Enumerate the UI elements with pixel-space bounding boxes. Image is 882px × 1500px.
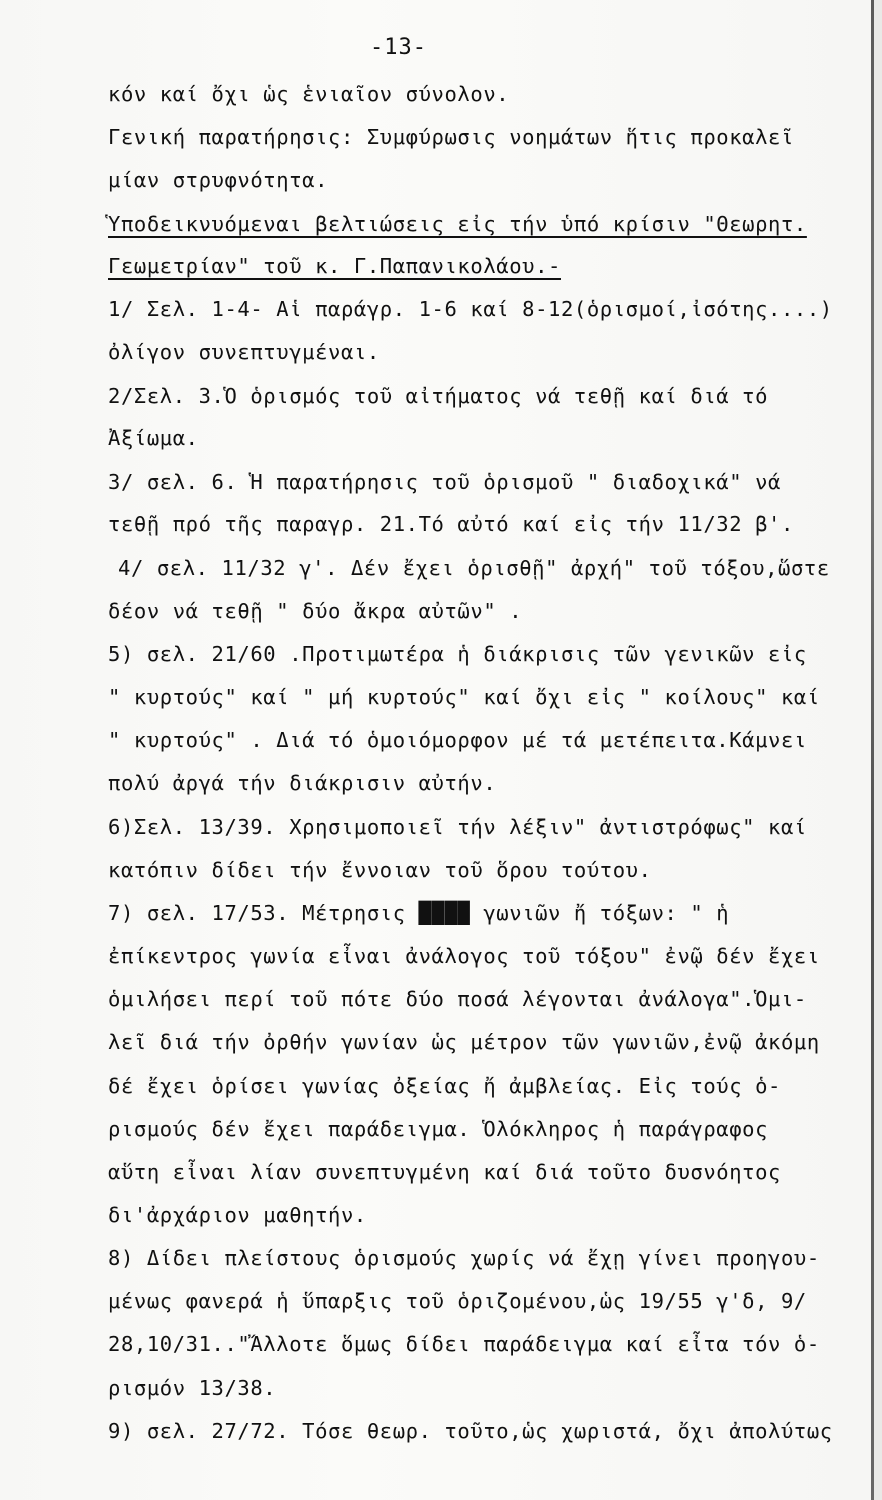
section-heading-line: Γεωμετρίαν" τοῦ κ. Γ.Παπανικολάου.- bbox=[108, 254, 561, 278]
text-line: τεθῇ πρό τῆς παραγρ. 21.Τό αὐτό καί εἰς τήν 11/32 β'. bbox=[108, 512, 794, 536]
text-line: 2/Σελ. 3.Ὁ ὁρισμός τοῦ αἰτήματος νά τεθῇ καί διά τό bbox=[108, 384, 769, 408]
text-line: κατόπιν δίδει τήν ἔννοιαν τοῦ ὅρου τούτου. bbox=[108, 858, 652, 882]
text-line: δι'ἀρχάριον μαθητήν. bbox=[108, 1203, 367, 1227]
text-line: 3/ σελ. 6. Ἡ παρατήρησις τοῦ ὁρισμοῦ " διαδοχικά" νά bbox=[108, 470, 781, 494]
text-line: Γενική παρατήρησις: Συμφύρωσις νοημάτων ἥτις προκαλεῖ bbox=[108, 125, 794, 149]
text-line: ρισμόν 13/38. bbox=[108, 1376, 277, 1400]
text-line: αὕτη εἶναι λίαν συνεπτυγμένη καί διά τοῦτο δυσνόητος bbox=[108, 1160, 781, 1184]
text-line: μένως φανερά ἡ ὕπαρξις τοῦ ὁριζομένου,ὡς 19/55 γ'δ, 9/ bbox=[108, 1289, 807, 1313]
text-line: δέον νά τεθῇ " δύο ἄκρα αὐτῶν" . bbox=[108, 599, 523, 623]
text-line: ὀλίγον συνεπτυγμέναι. bbox=[108, 340, 380, 364]
text-line: Ἀξίωμα. bbox=[108, 426, 199, 450]
text-line: μίαν στρυφνότητα. bbox=[108, 168, 329, 192]
text-line: ὁμιλήσει περί τοῦ πότε δύο ποσά λέγονται ἀνάλογα".Ὁμι- bbox=[108, 987, 807, 1011]
text-line: " κυρτούς" καί " μή κυρτούς" καί ὄχι εἰς " κοίλους" καί bbox=[108, 685, 820, 709]
text-line: δέ ἔχει ὁρίσει γωνίας ὀξείας ἤ ἀμβλείας. Εἰς τούς ὁ- bbox=[108, 1074, 781, 1098]
text-line: 9) σελ. 27/72. Τόσε θεωρ. τοῦτο,ὡς χωριστά, ὄχι ἀπολύτως bbox=[108, 1419, 833, 1443]
text-line: πολύ ἀργά τήν διάκρισιν αὐτήν. bbox=[108, 771, 497, 795]
text-line: 6)Σελ. 13/39. Χρησιμοποιεῖ τήν λέξιν" ἀντιστρόφως" καί bbox=[108, 815, 807, 839]
text-line: 4/ σελ. 11/32 γ'. Δέν ἔχει ὁρισθῇ" ἀρχή" τοῦ τόξου,ὥστε bbox=[118, 556, 830, 580]
page-number: -13- bbox=[370, 35, 427, 60]
text-line: " κυρτούς" . Διά τό ὁμοιόμορφον μέ τά μετέπειτα.Κάμνει bbox=[108, 728, 807, 752]
page-border-line bbox=[871, 0, 874, 1500]
text-line: 8) Δίδει πλείστους ὁρισμούς χωρίς νά ἔχῃ γίνει προηγου- bbox=[108, 1246, 820, 1270]
text-line: 5) σελ. 21/60 .Προτιμωτέρα ἡ διάκρισις τῶν γενικῶν εἰς bbox=[108, 642, 807, 666]
page-edge bbox=[874, 0, 882, 1500]
text-line: λεῖ διά τήν ὀρθήν γωνίαν ὡς μέτρον τῶν γωνιῶν,ἐνῷ ἀκόμη bbox=[108, 1030, 820, 1054]
section-heading-line: Ὑποδεικνυόμεναι βελτιώσεις εἰς τήν ὑπό κρίσιν "Θεωρητ. bbox=[108, 212, 807, 236]
text-line: 28,10/31.."Ἄλλοτε ὅμως δίδει παράδειγμα καί εἶτα τόν ὁ- bbox=[108, 1332, 820, 1356]
text-line: κόν καί ὄχι ὡς ἑνιαῖον σύνολον. bbox=[108, 82, 510, 106]
text-line: ρισμούς δέν ἔχει παράδειγμα. Ὁλόκληρος ἡ παράγραφος bbox=[108, 1117, 769, 1141]
text-line: 1/ Σελ. 1-4- Αἱ παράγρ. 1-6 καί 8-12(ὁρισμοί,ἰσότης....) bbox=[108, 297, 833, 321]
text-line: 7) σελ. 17/53. Μέτρησις ████ γωνιῶν ἤ τόξων: " ἡ bbox=[108, 901, 730, 925]
text-line: ἐπίκεντρος γωνία εἶναι ἀνάλογος τοῦ τόξου" ἐνῷ δέν ἔχει bbox=[108, 944, 820, 968]
